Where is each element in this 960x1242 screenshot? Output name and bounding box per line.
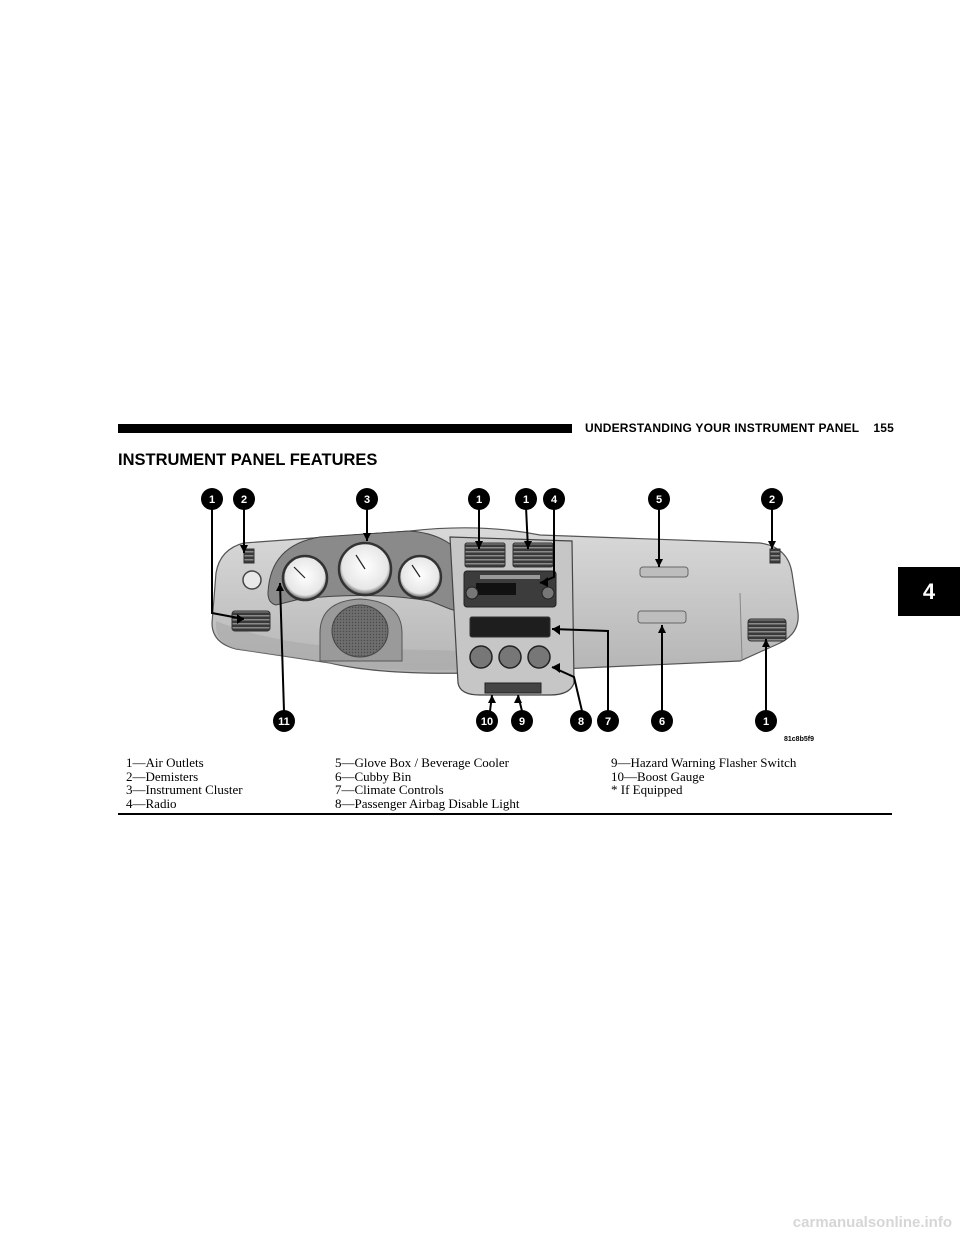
svg-text:4: 4 [550,494,558,506]
callout-5-glove-box [648,488,670,510]
legend-item: 7—Climate Controls [335,782,444,798]
callout-2-demister [233,488,255,510]
svg-text:1: 1 [762,716,770,728]
center-right-air-outlet [513,543,553,567]
steering-hub [332,605,388,657]
figure-code: 81c8b5f9 [784,736,814,743]
climate-knob-right [528,646,550,668]
cubby-handle [638,611,686,623]
instrument-panel-illustration [180,483,820,747]
callout-1-right-air-outlet [755,710,777,732]
cubby-bin [470,617,550,637]
svg-text:5: 5 [655,494,663,506]
callouts-bottom [273,710,777,732]
callout-2-right-demister [761,488,783,510]
svg-text:11: 11 [278,716,290,728]
page-number: 155 [873,421,894,435]
legend-item: 2—Demisters [126,768,199,784]
legend-item: 5—Glove Box / Beverage Cooler [335,755,510,770]
legend-item: 1—Air Outlets [126,755,204,770]
legend-item: 9—Hazard Warning Flasher Switch [611,755,797,770]
svg-text:2: 2 [240,494,248,506]
svg-text:10: 10 [480,716,494,728]
callouts-top [201,488,783,510]
right-demister [770,549,780,563]
legend-item: 6—Cubby Bin [335,768,412,784]
legend-column-3 [611,756,796,797]
svg-text:6: 6 [658,716,666,728]
callout-1-center-left-outlet [468,488,490,510]
callout-7-climate-controls [597,710,619,732]
legend-item: 4—Radio [126,795,177,811]
climate-knob-center [499,646,521,668]
legend-column-1 [126,756,243,810]
callout-10-boost-gauge [476,710,498,732]
callout-1-center-right-outlet [515,488,537,510]
legend-item: 8—Passenger Airbag Disable Light [335,795,520,811]
legend-item: * If Equipped [611,782,683,798]
callout-11 [273,710,295,732]
chapter-tab[interactable]: 4 [898,567,960,616]
right-air-outlet [748,619,786,641]
hazard-switch-bank [485,683,541,693]
svg-text:7: 7 [604,716,612,728]
left-demister [244,549,254,563]
climate-knob-left [470,646,492,668]
svg-text:1: 1 [522,494,530,506]
header-title: UNDERSTANDING YOUR INSTRUMENT PANEL [585,421,860,435]
svg-text:1: 1 [208,494,216,506]
legend-item: 10—Boost Gauge [611,768,705,784]
callout-6-cubby-bin [651,710,673,732]
glove-box-handle [640,567,688,577]
svg-text:1: 1 [475,494,483,506]
center-left-air-outlet [465,543,505,567]
callout-8-airbag-light [570,710,592,732]
callout-3-instrument-cluster [356,488,378,510]
boost-gauge [243,571,261,589]
svg-text:8: 8 [577,716,585,728]
section-title: INSTRUMENT PANEL FEATURES [118,451,378,469]
instrument-panel-figure [180,483,820,747]
running-header [585,421,894,435]
svg-text:2: 2 [768,494,776,506]
callout-1-air-outlet [201,488,223,510]
legend-column-2 [335,756,520,810]
header-rule [118,424,572,433]
legend-item: 3—Instrument Cluster [126,782,243,798]
svg-text:3: 3 [363,494,371,506]
legend-rule [118,813,892,815]
watermark-link[interactable]: carmanualsonline.info [792,1214,952,1231]
callout-4-radio [543,488,565,510]
callout-9-hazard-switch [511,710,533,732]
svg-text:9: 9 [518,716,526,728]
